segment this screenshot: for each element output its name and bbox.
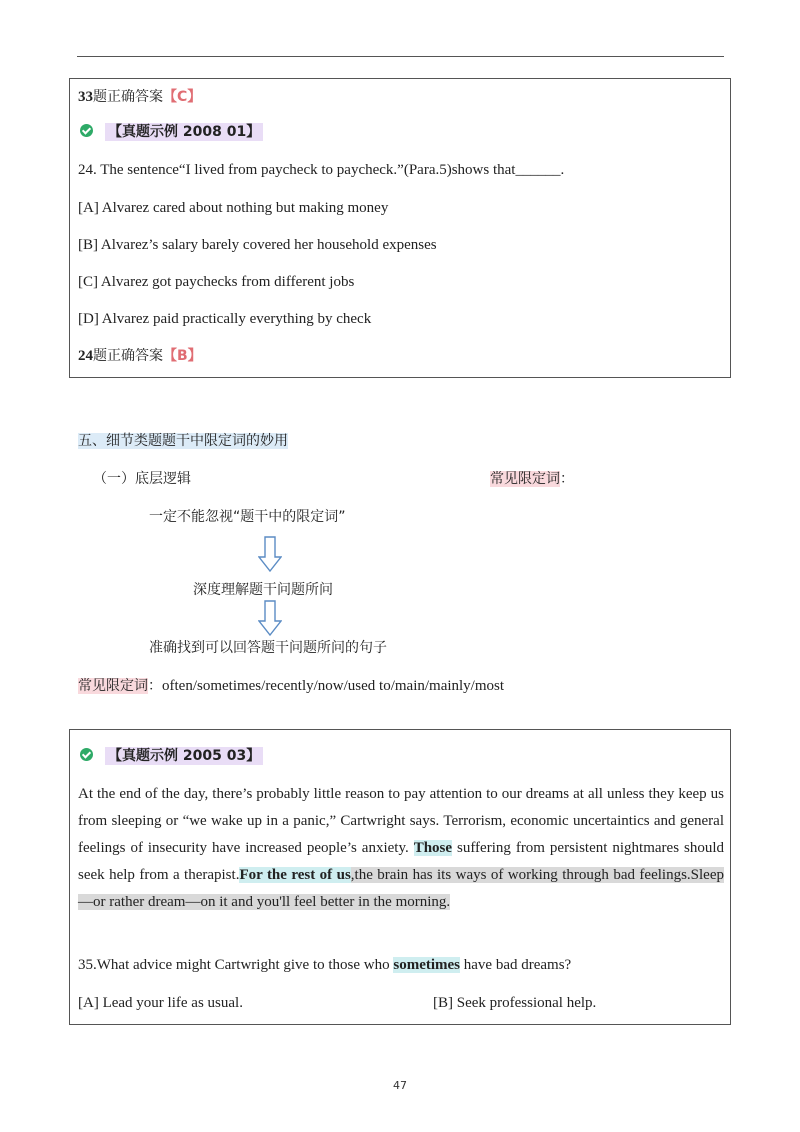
- option-a: [A] Alvarez cared about nothing but making money: [78, 200, 389, 216]
- question-35: 35.What advice might Cartwright give to those who sometimes have bad dreams?: [78, 957, 572, 973]
- page-number: 47: [393, 1079, 407, 1092]
- flow-step-3: 准确找到可以回答题干问题所问的句子: [149, 640, 387, 656]
- down-arrow-icon: [258, 536, 282, 572]
- example-header: 【真题示例 2005 03】: [80, 746, 263, 766]
- option-d: [D] Alvarez paid practically everything by check: [78, 311, 372, 327]
- qualifiers-line: 常见限定词：often/sometimes/recently/now/used to/main/mainly/most: [78, 678, 505, 694]
- passage: At the end of the day, there’s probably little reason to pay attention to our dreams at all unless they keep us from sleeping or “we wake up in a panic,” Cartwright says. Terrorism, economic uncertaintics and general feelings of insecurity have increased people’s anxiety. Those suffering from persistent nightmares should seek help from a therapist.For the rest of us,the brain has its ways of working through bad feelings.Sleep—or rather dream—on it and you'll feel better in the morning.: [78, 786, 724, 910]
- option-b: [B] Seek professional help.: [433, 995, 597, 1011]
- check-circle-icon: [80, 124, 93, 137]
- option-c: [C] Alvarez got paychecks from different jobs: [78, 274, 355, 290]
- flow-step-2: 深度理解题干问题所问: [193, 582, 333, 598]
- option-a: [A] Lead your life as usual.: [78, 995, 243, 1011]
- option-b: [B] Alvarez’s salary barely covered her household expenses: [78, 237, 437, 253]
- section-heading: 五、细节类题题干中限定词的妙用: [78, 433, 288, 449]
- check-circle-icon: [80, 748, 93, 761]
- example-box-2008: [69, 78, 731, 378]
- down-arrow-icon: [258, 600, 282, 636]
- common-label-right: 常见限定词：: [490, 471, 574, 487]
- example-box-2005: [69, 729, 731, 1025]
- header-rule: [77, 56, 724, 57]
- sub-heading: （一）底层逻辑: [93, 471, 191, 487]
- question-24: 24. The sentence“I lived from paycheck to paycheck.”(Para.5)shows that______.: [78, 162, 565, 178]
- flow-step-1: 一定不能忽视“题干中的限定词”: [149, 509, 346, 525]
- example-header: 【真题示例 2008 01】: [80, 122, 263, 142]
- answer-24: 24题正确答案【B】: [78, 348, 202, 364]
- answer-33: 33题正确答案【C】: [78, 89, 202, 105]
